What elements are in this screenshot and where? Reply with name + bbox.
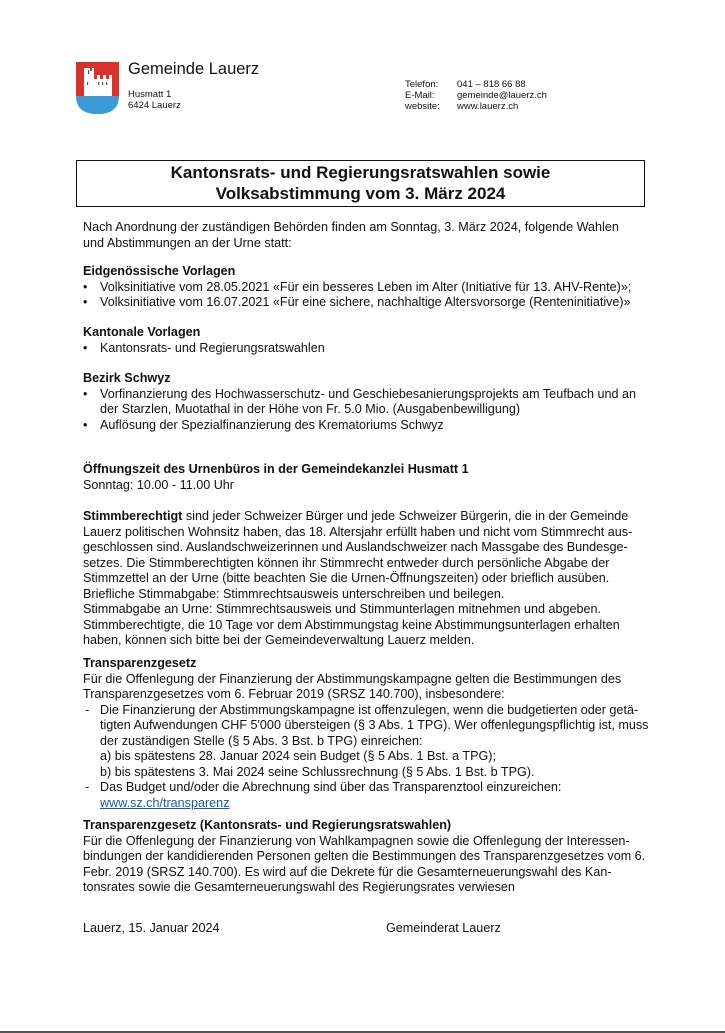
transparency-elections-text: Für die Offenlegung der Finanzierung von Wahlkampagnen sowie die Offenlegung der Interessenbindungen der kandidierenden Personen gelten die Bestimmungen des Transparenzgesetzes vom 6. Febr. 2019 (SRSZ 140.700). Es wird auf die Dekrete für die Gesamterneuerungswahl des Kantonsrates sowie die Gesamterneuerungswahl des Regierungsrates verwiesen: [83, 833, 646, 894]
intro-line-1: Nach Anordnung der zuständigen Behörden finden am Sonntag, 3. März 2024, folgende Wahlen: [83, 220, 619, 234]
organization-address: [128, 89, 181, 111]
section-transparency-elections: [83, 818, 653, 896]
title-line-1: Kantonsrats- und Regierungsratswahlen sowie: [170, 163, 551, 182]
postal-voting-note: Briefliche Stimmabgabe: Stimmrechtsausweis unterschreiben und beilegen.: [83, 586, 505, 601]
section-eligibility: [83, 509, 653, 649]
section-heading: Öffnungszeit des Urnenbüros in der Gemeindekanzlei Husmatt 1: [83, 462, 469, 476]
bullet-icon: •: [83, 295, 88, 309]
section-heading: Transparenzgesetz: [83, 656, 197, 670]
deadline-final-account: b) bis spätestens 3. Mai 2024 seine Schlussrechnung (§ 5 Abs. 1 Bst. b TPG).: [100, 764, 535, 779]
bullet-icon: •: [83, 417, 88, 432]
address-line-2: 6424 Lauerz: [128, 100, 181, 111]
section-transparency: [83, 656, 653, 811]
contact-phone: [405, 79, 547, 90]
list-item: • Volksinitiative vom 28.05.2021 «Für ein besseres Leben im Alter (Initiative für 13. AHV-Rente)»;: [83, 279, 632, 294]
address-line-1: Husmatt 1: [128, 89, 172, 100]
document-title: [76, 160, 645, 207]
contact-label: website:: [405, 101, 440, 112]
website-link[interactable]: www.lauerz.ch: [457, 101, 519, 112]
list-item: • Kantonsrats- und Regierungsratswahlen: [83, 340, 325, 355]
transparency-link-row: [83, 796, 653, 812]
dash-icon: -: [85, 702, 90, 717]
dash-icon: -: [85, 780, 90, 794]
section-cantonal: [83, 325, 653, 356]
list-item: • Vorfinanzierung des Hochwasserschutz- und Geschiebesanierungsprojekts am Teufbach und an der Starzlen, Muotathal in der Höhe von Fr. 5.0 Mio. (Ausgabenbewilligung): [83, 386, 637, 416]
eligibility-paragraph: Stimmberechtigt sind jeder Schweizer Bürger und jede Schweizer Bürgerin, die in der Gemeinde Lauerz politischen Wohnsitz haben, das 18. Altersjahr erfüllt haben und nicht vom Stimmrecht ausgeschlossen sind. Auslandschweizerinnen und Auslandschweizer nach Massgabe des Bundesgesetzes. Die Stimmberechtigten können ihr Stimmrecht entweder durch persönliche Abgabe der Stimmzettel an der Urne (bitte beachten Sie die Urnen-Öffnungszeiten) oder brieflich ausüben.: [83, 509, 633, 585]
list-item: - Das Budget und/oder die Abrechnung sind über das Transparenztool einzureichen:: [85, 780, 562, 794]
contact-website: [405, 101, 547, 112]
opening-hours: Sonntag: 10.00 - 11.00 Uhr: [83, 477, 234, 492]
signature-block: [83, 921, 653, 937]
email-link[interactable]: gemeinde@lauerz.ch: [457, 90, 547, 101]
intro-line-2: und Abstimmungen an der Urne statt:: [83, 235, 292, 250]
place-date: Lauerz, 15. Januar 2024: [83, 921, 220, 935]
contact-email: [405, 90, 547, 101]
list-item: - Die Finanzierung der Abstimmungskampagne ist offenzulegen, wenn die budgetierten oder getätigten Aufwendungen CHF 5'000 übersteigen (§ 3 Abs. 1 TPG). Wer offenlegungspflichtig ist, muss der zuständigen Stelle (§ 5 Abs. 3 Bst. b TPG) einreichen:: [85, 702, 649, 748]
phone-value: 041 – 818 66 88: [457, 79, 526, 90]
section-heading: Eidgenössische Vorlagen: [83, 264, 236, 278]
intro-paragraph: [83, 220, 653, 251]
organization-name: Gemeinde Lauerz: [128, 60, 260, 78]
coat-of-arms-icon: [75, 61, 120, 115]
section-opening-hours: [83, 462, 653, 493]
eligibility-lead: Stimmberechtigt: [83, 509, 183, 523]
list-item: • Auflösung der Spezialfinanzierung des Krematoriums Schwyz: [83, 417, 444, 432]
urn-voting-note: Stimmabgabe an Urne: Stimmrechtsausweis und Stimmunterlagen mitnehmen und abgeben.: [83, 602, 602, 616]
bullet-icon: •: [83, 279, 88, 294]
section-heading: Bezirk Schwyz: [83, 371, 171, 385]
section-district: [83, 371, 653, 433]
title-line-2: Volksabstimmung vom 3. März 2024: [215, 184, 506, 203]
section-heading: Kantonale Vorlagen: [83, 325, 201, 339]
transparency-link[interactable]: www.sz.ch/transparenz: [100, 795, 230, 810]
transparency-intro: Für die Offenlegung der Finanzierung der Abstimmungskampagne gelten die Bestimmungen des Transparenzgesetzes vom 6. Februar 2019 (SRSZ 140.700), insbesondere:: [83, 671, 622, 701]
bullet-icon: •: [83, 386, 88, 401]
section-federal: [83, 264, 663, 311]
contact-block: [405, 79, 547, 112]
deadline-budget: a) bis spätestens 28. Januar 2024 sein Budget (§ 5 Abs. 1 Bst. a TPG);: [100, 749, 497, 763]
missing-documents-note: Stimmberechtigte, die 10 Tage vor dem Abstimmungstag keine Abstimmungsunterlagen erhalten haben, können sich bitte bei der Gemeindeverwaltung Lauerz melden.: [83, 617, 620, 647]
contact-label: Telefon:: [405, 79, 439, 90]
contact-label: E-Mail:: [405, 90, 435, 101]
signatory: Gemeinderat Lauerz: [386, 921, 501, 935]
bullet-icon: •: [83, 340, 88, 355]
list-item: • Volksinitiative vom 16.07.2021 «Für eine sichere, nachhaltige Altersvorsorge (Renteninitiative)»: [83, 295, 631, 309]
section-heading: Transparenzgesetz (Kantonsrats- und Regierungsratswahlen): [83, 818, 452, 832]
